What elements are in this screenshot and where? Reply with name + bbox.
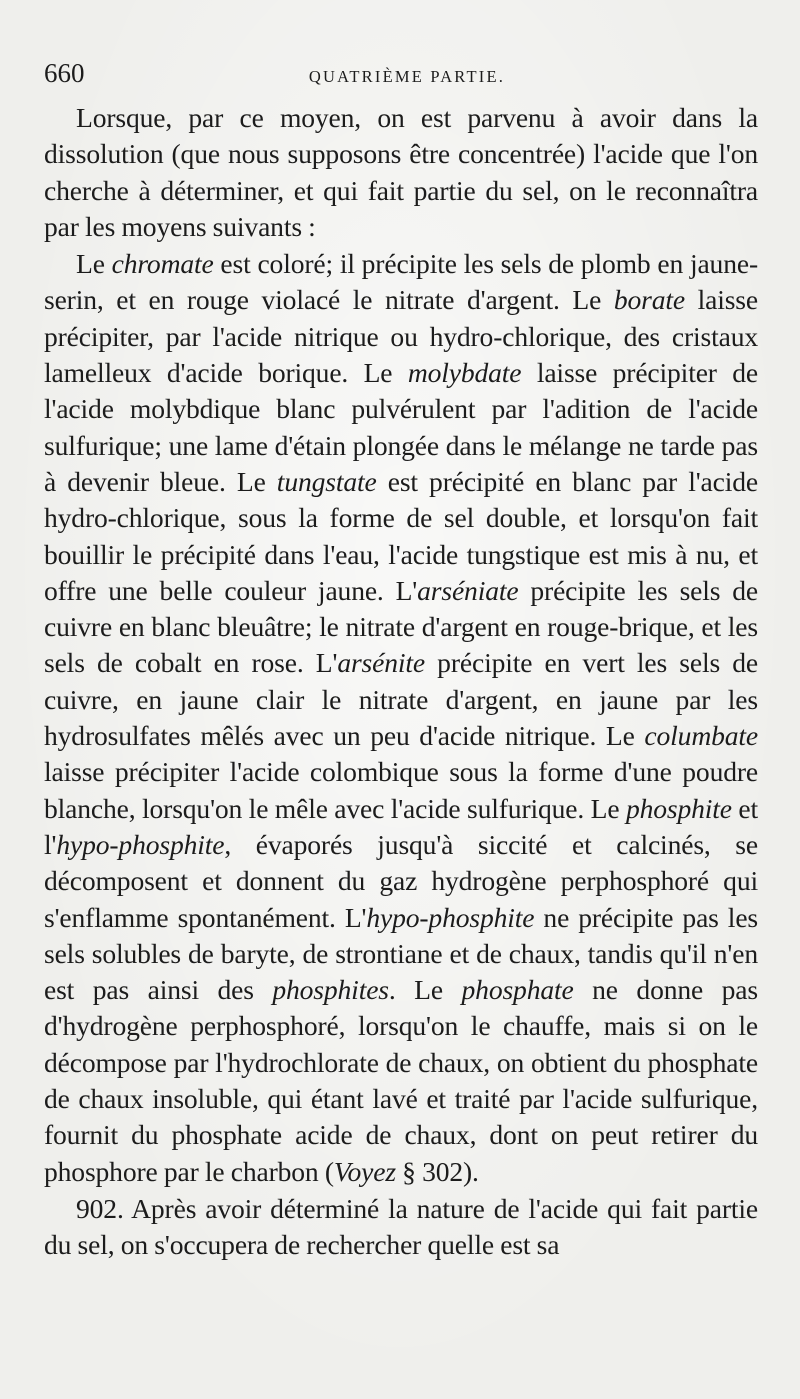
text-run: ne donne pas d'hydrogène perphosphoré, lorsqu'on le chauffe, mais si on le décompose par l'hydrochlorate de chaux, on obtient du phosphate de chaux insoluble, qui étant lavé et traité par l'acide sulfurique, fournit du phosphate acide de chaux, dont on peut retirer du phosphore par le charbon ( xyxy=(44,974,758,1187)
paragraph xyxy=(44,100,758,245)
text-run: , évaporés jusqu'à siccité et calcinés, se décomposent et donnent du gaz hydrogène perphosphoré qui s'enflamme spontanément. L' xyxy=(44,828,758,933)
italic-term: arséniate xyxy=(417,574,519,606)
text-run: ne précipite pas les sels solubles de baryte, de strontiane et de chaux, tandis qu'il n'en est pas ainsi des xyxy=(44,901,759,1006)
italic-term: hypo-phosphite xyxy=(56,828,225,860)
italic-term: phosphites xyxy=(272,974,389,1006)
italic-term: columbate xyxy=(644,720,758,752)
text-run: précipite en vert les sels de cuivre, en jaune clair le nitrate d'argent, en jaune par les hydrosulfates mêlés avec un peu d'acide nitrique. Le xyxy=(44,647,758,752)
body-text xyxy=(44,100,758,1264)
text-run: et l' xyxy=(44,792,758,860)
text-run: laisse précipiter, par l'acide nitrique ou hydro-chlorique, des cristaux lamelleux d'acide borique. Le xyxy=(44,284,758,389)
italic-term: Voyez xyxy=(333,1155,396,1187)
italic-term: hypo-phosphite xyxy=(366,901,535,933)
text-run: est coloré; il précipite les sels de plomb en jaune-serin, et en rouge violacé le nitrate d'argent. Le xyxy=(44,248,758,316)
text-run: laisse précipiter l'acide colombique sous la forme d'une poudre blanche, lorsqu'on le mêle avec l'acide sulfurique. Le xyxy=(44,756,758,824)
text-run: Le xyxy=(76,248,112,280)
text-run: . Le xyxy=(388,974,462,1006)
italic-term: phosphate xyxy=(461,974,574,1006)
paragraph xyxy=(44,246,758,1190)
text-run: § 302). xyxy=(395,1155,479,1187)
italic-term: molybdate xyxy=(407,357,522,389)
text-run: laisse précipiter de l'acide molybdique blanc pulvérulent par l'adition de l'acide sulfurique; une lame d'étain plongée dans le mélange ne tarde pas à devenir bleue. Le xyxy=(44,357,758,497)
running-head: QUATRIÈME PARTIE. xyxy=(308,67,506,86)
text-run: est précipité en blanc par l'acide hydro-chlorique, sous la forme de sel double, et lorsqu'on fait bouillir le précipité dans l'eau, l'acide tungstique est mis à nu, et offre une belle couleur jaune. L' xyxy=(44,465,758,606)
italic-term: arsénite xyxy=(337,647,426,679)
page-header xyxy=(44,58,758,94)
italic-term: phosphite xyxy=(625,792,732,824)
page-number: 660 xyxy=(44,58,85,88)
paragraph xyxy=(44,1191,758,1264)
text-run: Lorsque, par ce moyen, on est parvenu à avoir dans la dissolution (que nous supposons être concentrée) l'acide que l'on cherche à déterminer, et qui fait partie du sel, on le reconnaîtra par les moyens suivants : xyxy=(44,102,758,242)
italic-term: chromate xyxy=(111,248,214,280)
italic-term: tungstate xyxy=(276,465,377,497)
text-run: 902. Après avoir déterminé la nature de l'acide qui fait partie du sel, on s'occupera de rechercher quelle est sa xyxy=(44,1192,758,1261)
italic-term: borate xyxy=(613,284,685,316)
text-run: précipite les sels de cuivre en blanc bleuâtre; le nitrate d'argent en rouge-brique, et les sels de cobalt en rose. L' xyxy=(44,574,759,679)
